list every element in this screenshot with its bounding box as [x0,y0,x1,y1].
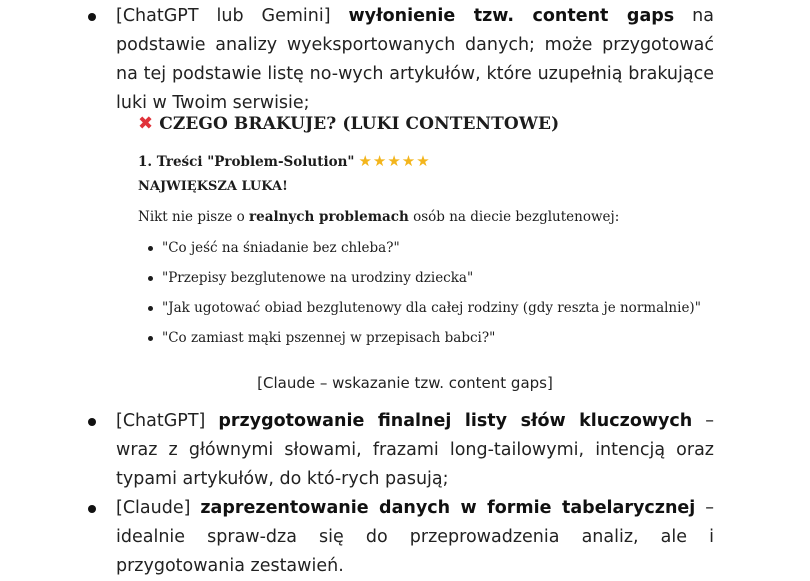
section-title [138,152,431,170]
intro-bold: realnych problemach [249,209,409,225]
figure-caption: [Claude – wskazanie tzw. content gaps] [257,374,553,392]
list-item: "Co jeść na śniadanie bez chleba?" [138,238,701,268]
item-text: na podstawie analizy wyeksportowanych danych; może przygotować na tej podstawie listę no-wych artykułów, które uzupełnią brakujące luki w Twoim serwisie; [116,6,714,113]
item-bold: zaprezentowanie danych w formie tabelarycznej [200,498,696,518]
biggest-gap-label: NAJWIĘKSZA LUKA! [138,179,288,194]
list-item-keywords [0,407,810,494]
item-prefix: [ChatGPT] [116,411,219,431]
section-title-text: 1. Treści "Problem-Solution" [138,154,355,170]
intro-text [138,209,619,225]
list-item: "Co zamiast mąki pszennej w przepisach babci?" [138,328,701,358]
item-prefix: [ChatGPT lub Gemini] [116,6,349,26]
bottom-bullet-list [0,407,810,581]
star-rating-icon: ★★★★★ [358,152,431,170]
cross-mark-icon: ✖ [138,113,154,134]
bullet-dot [88,418,96,426]
example-list [138,238,701,358]
list-item: "Jak ugotować obiad bezglutenowy dla całej rodziny (gdy reszta je normalnie)" [138,298,701,328]
heading-text: CZEGO BRAKUJE? (LUKI CONTENTOWE) [159,114,560,134]
list-item-tables [0,494,810,581]
screenshot-heading [138,113,559,134]
item-prefix: [Claude] [116,498,201,518]
intro-pre: Nikt nie pisze o [138,209,250,225]
bullet-dot [88,13,96,21]
bullet-dot [88,505,96,513]
intro-post: osób na diecie bezglutenowej: [408,209,620,225]
list-item: "Przepisy bezglutenowe na urodziny dziecka" [138,268,701,298]
item-bold: wyłonienie tzw. content gaps [348,6,675,26]
claude-response-screenshot [138,110,701,360]
top-bullet-list [0,2,810,118]
item-text: – idealnie spraw-dza się do przeprowadzenia analiz, ale i przygotowania zestawień. [116,498,714,576]
item-text: – wraz z głównymi słowami, frazami long-tailowymi, intencją oraz typami artykułów, do któ-rych pasują; [116,411,714,489]
list-item-content-gaps [0,2,810,118]
item-bold: przygotowanie finalnej listy słów kluczowych [218,411,693,431]
